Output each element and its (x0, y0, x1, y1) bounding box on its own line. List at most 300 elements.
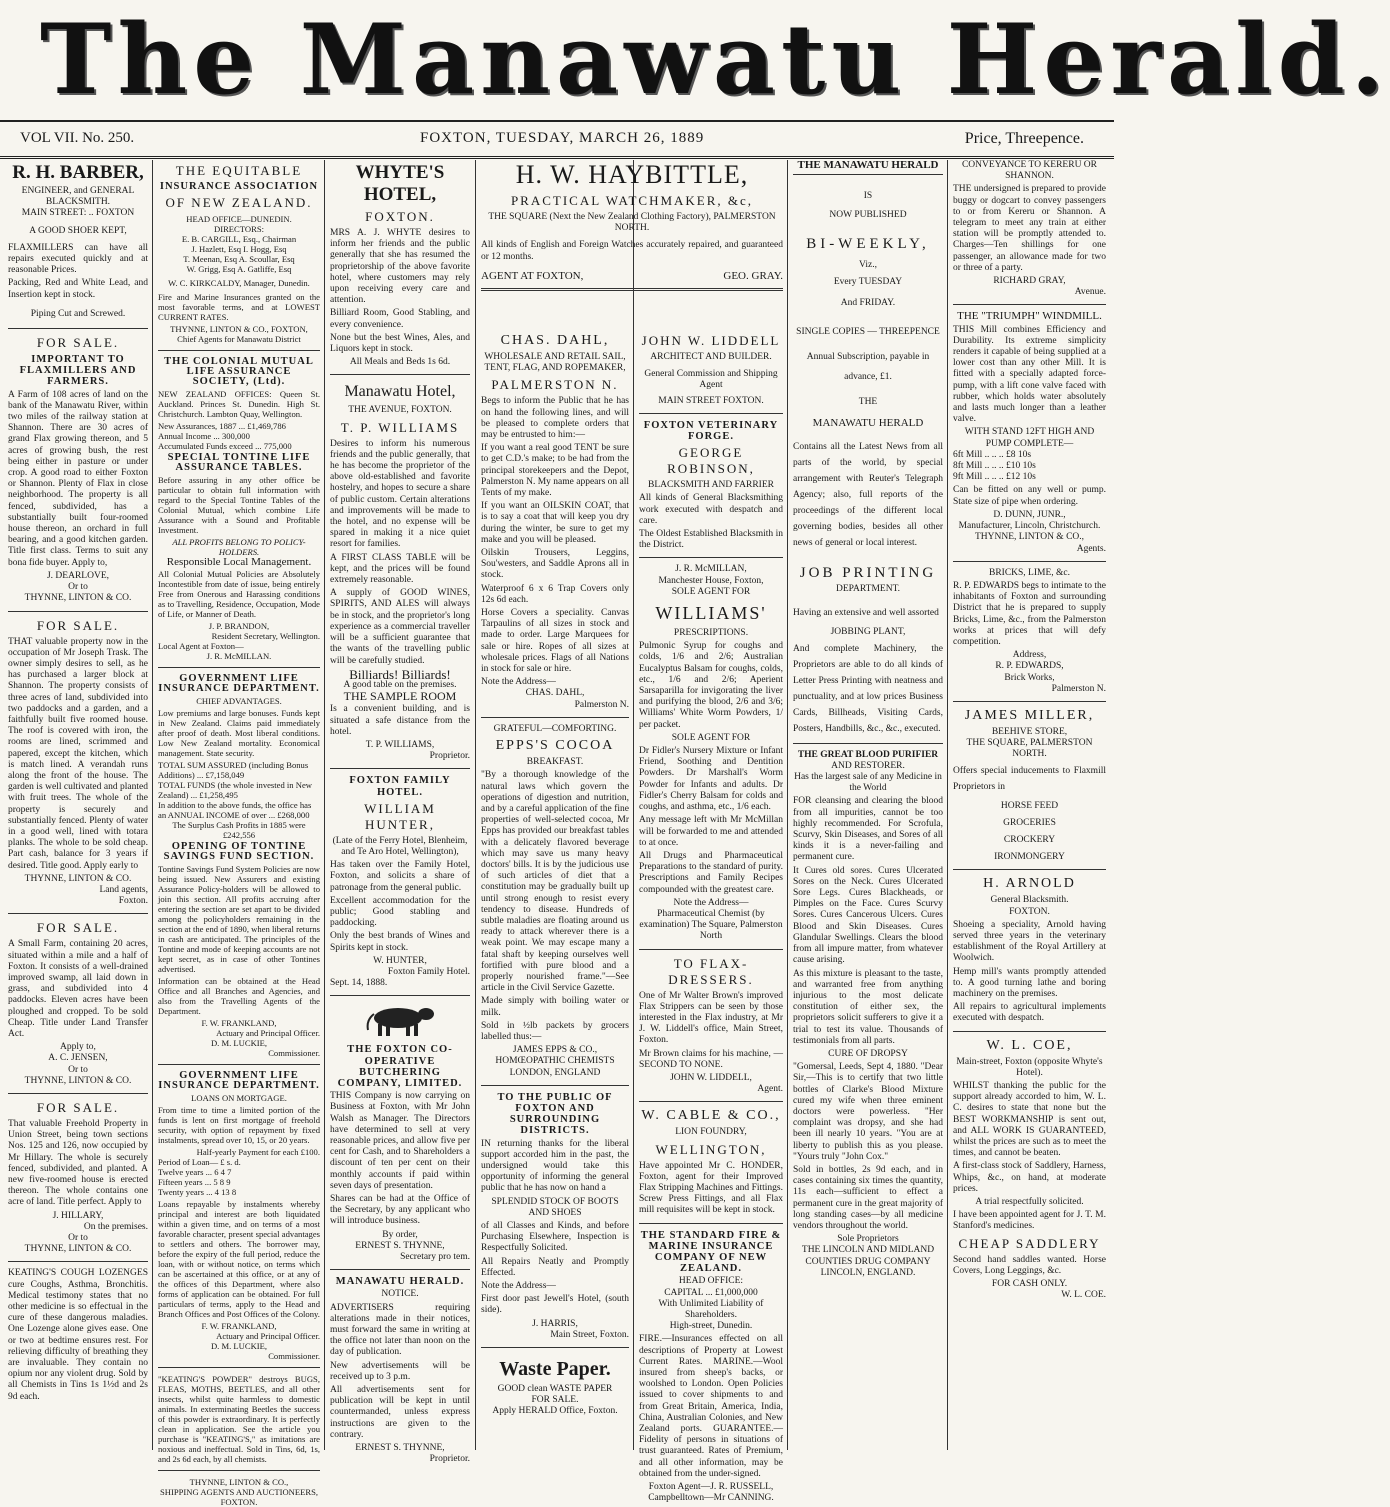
sale3-body: A Small Farm, containing 20 acres, situated within a mile and a half of Foxton. It consists of a well-drained improved swamp, all laid down in grass, and subdivided into 4 paddocks. Eleven acres have been ploughed and cropped. To be sold Cheap. Title under Land Transfer Act. (8, 939, 148, 1039)
bricks-body: R. P. EDWARDS begs to intimate to the inhabitants of Foxton and surrounding District that he is prepared to supply Bricks, Lime, &c., from the Palmerston works at prices that will defy competition. (953, 580, 1106, 647)
job-body: Having an extensive and well assorted (793, 608, 939, 619)
govt1-t2: TOTAL FUNDS (the whole invested in New Zealand) ... £1,258,495 (158, 780, 312, 800)
triumph-r1: 6ft Mill .. .. .. £8 10s (953, 449, 1032, 460)
volume: VOL VII. No. 250. (20, 130, 135, 146)
arnold-name: H. ARNOLD (983, 876, 1076, 892)
equitable-sub2: OF NEW ZEALAND. (165, 195, 313, 210)
miller-i4: IRONMONGERY (994, 852, 1065, 863)
sale3-or: Or to (68, 1064, 88, 1075)
purifier-dropsy: CURE OF DROPSY (828, 1048, 908, 1059)
herald-notice: NOTICE. (381, 1289, 419, 1300)
govt1-chief: CHIEF ADVANTAGES. (196, 696, 282, 706)
miller-i2: GROCERIES (1003, 817, 1056, 828)
sale3-sig: A. C. JENSEN, (48, 1053, 108, 1064)
mcmillan-body2: Dr Fidler's Nursery Mixture or Infant Friend, Soothing and Dentition Powders. Dr Marshall's Worm Powder for Infants and adults. Dr Fidler's Cherry Balsam for colds and coughs, and asthma, etc., 1/6 each. (639, 746, 783, 813)
coe-body3: A trial respectfully solicited. (975, 1197, 1084, 1208)
waste-sale: FOR SALE. (531, 1395, 579, 1406)
purifier-sole: Sole Proprietors (837, 1234, 899, 1245)
flax-body2: Mr Brown claims for his machine, —SECOND TO NONE. (639, 1048, 783, 1070)
issue-date: FOXTON, TUESDAY, MARCH 26, 1889 (420, 130, 705, 146)
column-4 (481, 330, 629, 1450)
whyte-meals: All Meals and Beds 1s 6d. (349, 357, 451, 368)
govt2-sig3: D. M. LUCKIE, (210, 1341, 268, 1351)
epps-b3: Sold in ½lb packets by grocers labelled thus:— (481, 1020, 629, 1042)
triumph-head: THE "TRIUMPH" WINDMILL. (957, 310, 1102, 323)
coe-body2: A first-class stock of Saddlery, Harness, Whips, &c., on hand, at moderate prices. (953, 1161, 1106, 1194)
butcher-sig: ERNEST S. THYNNE, (355, 1240, 445, 1251)
govt2-sig2: Actuary and Principal Officer. (216, 1331, 320, 1341)
job-head: JOB PRINTING (799, 565, 937, 582)
purifier-sold: Sold in bottles, 2s 9d each, and in cases containing six times the quantity, 11s each—sufficient to effect a permanent cure in the great majority of long standing cases—by all medicine vendors throughout the world. (793, 1164, 943, 1231)
colonial-tontine: SPECIAL TONTINE LIFE ASSURANCE TABLES. (167, 452, 311, 473)
haybittle-name: H. W. HAYBITTLE, (515, 160, 749, 189)
manawatu-bill2: A good table on the premises. (343, 679, 457, 690)
cable-place: WELLINGTON, (655, 1141, 767, 1157)
mcmillan-addr2: Pharmaceutical Chemist (by examination) The Square, Palmerston North (639, 908, 783, 942)
colonial-offices: NEW ZEALAND OFFICES: Queen St. Auckland. Princes St. Dunedin. High St. Christchurch. Lambton Quay, Wellington. (158, 389, 320, 419)
govt1-sig3: D. M. LUCKIE, (210, 1038, 268, 1048)
shipping-place: FOXTON. (220, 1497, 258, 1507)
family-late: (Late of the Ferry Hotel, Blenheim, and Te Aro Hotel, Wellington), (332, 835, 468, 857)
sale4-body: That valuable Freehold Property in Union Street, being town sections Nos. 125 and 126, now occupied by Mr Hillary. The whole is securely fenced, subdivided, and planted. A new five-roomed house is erected thereon. The whole contains one acre of land. Title perfect. Apply to (8, 1119, 148, 1208)
flax-sig2: Agent. (757, 1084, 783, 1095)
bricks-sig: R. P. EDWARDS, (995, 661, 1064, 672)
family-sig: W. HUNTER, (373, 955, 427, 966)
mcmillan-body: Pulmonic Syrup for coughs and colds, 1/6 and 2/6; Australian Eucalyptus Balsam for coughs, colds, etc., 1/6 and 2/6; Aperient Sarsaparilla for invigorating the liver and purifying the blood, 2/6 and 3/6; Williams' White Worm Powders, 1/ per packet. (639, 641, 783, 730)
column-6 (793, 160, 943, 1450)
mcmillan-body3: Any message left with Mr McMillan will be forwarded to me and attended to at once. (639, 815, 783, 848)
herald-biweekly: BI-WEEKLY, (806, 235, 930, 252)
govt2-p2: Twelve years ... 6 4 7 (158, 1167, 232, 1177)
haybittle-agent2: GEO. GRAY. (723, 269, 783, 282)
herald-now: NOW PUBLISHED (829, 210, 907, 221)
kereru-head: CONVEYANCE TO KERERU OR SHANNON. (961, 160, 1098, 182)
purifier-body2: As this mixture is pleasant to the taste, and warranted free from anything injurious to the most delicate constitution of either sex, the proprietors solicit sufferers to give it a trial to test its value. Thousands of testimonials from all parts. (793, 968, 943, 1046)
coe-addr: Main-street, Foxton (opposite Whyte's Hotel). (956, 1056, 1103, 1078)
sale4-sig: J. HILLARY, (52, 1210, 104, 1221)
manawatu-body: Desires to inform his numerous friends and the public generally, that he has become the proprietor of the above old-established and favorite hostelry, and hopes to secure a share of public custom. Certain alterations and improvements will be made to the hotel, and no expense will be spared in making it a nice quiet resort for families. (330, 438, 470, 550)
cow-icon (360, 1002, 440, 1038)
arnold-body: Shoeing a speciality, Arnold having served three years in the veterinary establishment of the Royal Artillery at Woolwich. (953, 919, 1106, 964)
purifier-prop: THE LINCOLN AND MIDLAND COUNTIES DRUG COMPANY (801, 1245, 935, 1267)
herald-annual: Annual Subscription, payable in (806, 352, 930, 363)
flax-sig: JOHN W. LIDDELL, (670, 1072, 752, 1083)
purifier-head: THE GREAT BLOOD PURIFIER (797, 749, 939, 760)
whyte-body: MRS A. J. WHYTE desires to inform her friends and the public generally that she has resumed the proprietorship of the above favorite hotel, where customers may rely upon receiving every care and attention. (330, 228, 470, 306)
herald-adv: advance, £1. (844, 371, 892, 382)
colonial-resp: Responsible Local Management. (166, 556, 312, 568)
coe-body4: I have been appointed agent for J. T. M. Stanford's medicines. (953, 1210, 1106, 1232)
coe-sig: W. L. COE. (1061, 1290, 1106, 1301)
butcher-head: THE FOXTON CO-OPERATIVE BUTCHERING COMPANY, LIMITED. (337, 1044, 463, 1089)
colonial-sig2: Resident Secretary, Wellington. (211, 631, 320, 641)
keating-powder-body: "KEATING'S POWDER" destroys BUGS, FLEAS, MOTHS, BEETLES, and all other insects, whilst quite harmless to domestic animals. In exterminating Beetles the success of this powder is extraordinary. It is perfectly clean in application. See the article you purchase is "KEATING'S," as imitations are noxious and ineffectual. Sold in Tins, 6d, 1s, and 2s 6d each, by all chemists. (158, 1374, 320, 1464)
sale4-sig2: On the premises. (83, 1221, 148, 1232)
kereru-body: THE undersigned is prepared to provide buggy or dogcart to convey passengers to or from Kereru or Shannon. A telegram to meet any train at either station will be promptly attended to. Charges—Ten shillings for one passenger, an allowance made for two or three of a party. (953, 184, 1106, 273)
triumph-body2: Can be fitted on any well or pump. State size of pipe when ordering. (953, 485, 1106, 507)
equitable-fire: Fire and Marine Insurances granted on the most favorable terms, and at LOWEST CURRENT RATES. (158, 292, 320, 322)
newspaper-title: The Manawatu Herald. (40, 3, 1390, 116)
govt1-t1: TOTAL SUM ASSURED (including Bonus Additions) ... £7,158,049 (158, 760, 309, 780)
dahl-b5: Waterproof 6 x 6 Trap Covers only 12s 6d each. (481, 583, 629, 605)
haybittle-ad (481, 160, 783, 325)
govt2-p1: Period of Loan— £ s. d. (158, 1157, 241, 1167)
govt2-loans: LOANS ON MORTGAGE. (191, 1093, 287, 1103)
kereru-sig2: Avenue. (1074, 287, 1106, 298)
public-body: IN returning thanks for the liberal support accorded him in the past, the undersigned would take this opportunity of informing the general public that he has now on hand a (481, 1138, 629, 1194)
sale1-agent: THYNNE, LINTON & CO. (24, 593, 132, 604)
family-head: FOXTON FAMILY HOTEL. (349, 775, 451, 798)
column-1 (8, 160, 148, 1450)
herald-viz: Viz., (859, 259, 877, 270)
sale2-sig: THYNNE, LINTON & CO. (24, 873, 132, 884)
equitable-mgr: W. C. KIRKCALDY, Manager, Dunedin. (168, 278, 310, 288)
sale2-body: THAT valuable property now in the occupation of Mr Joseph Trask. The owner simply desires to sell, as he has purchased a larger block at Shannon. The property consists of three acres of land, subdivided into two paddocks and a garden, and a faithfully built five roomed house. The roof is covered with iron, the rooms are lined, scrimmed and papered, except the kitchen, which is match lined. A verandah runs along the front of the house. The garden is well cultivated and planted with fruit trees. The whole of the property is securely and substantially fenced. Plenty of water in a good well, lined with totara planks. The whole to be sold cheap. Part cash, balance for 3 years if desired. Title good. Apply early to (8, 636, 148, 871)
sale1-or: Or to (68, 582, 88, 593)
column-3 (330, 160, 470, 1465)
sale3-apply: Apply to, (60, 1042, 96, 1053)
butcher-body: THIS Company is now carrying on Business at Foxton, with Mr John Walsh as Manager. The Directors have determined to sell at very reasonable prices, and allow five per cent for Cash, and to Shareholders a discount of ten per cent on their monthly accounts if paid within seven days of presentation. (330, 1091, 470, 1191)
triumph-r3: 9ft Mill .. .. .. £12 10s (953, 472, 1036, 483)
liddell-body: General Commission and Shipping Agent (644, 369, 778, 391)
herald-notice-body: ADVERTISERS requiring alterations made in their notices, must forward the same in writing at the office not later than noon on the day of publication. (330, 1302, 470, 1358)
job-plant: JOBBING PLANT, (830, 627, 906, 638)
haybittle-agent: AGENT AT FOXTON, (481, 269, 584, 282)
epps-name: EPPS'S COCOA (495, 738, 615, 754)
dahl-note: Note the Address— (481, 677, 556, 688)
column-rule (947, 160, 948, 1450)
mcmillan-body4: All Drugs and Pharmaceutical Preparations to the standard of purity. Prescriptions and Family Recipes compounded with the greatest care. (639, 850, 783, 895)
mcmillan-sub: PRESCRIPTIONS. (673, 628, 749, 639)
equitable-d2: J. Hazlett, Esq I. Hogg, Esq (191, 244, 287, 254)
haybittle-body: All kinds of English and Foreign Watches accurately repaired, and guaranteed or 12 months. (481, 240, 783, 262)
public-sig2: Main Street, Foxton. (550, 1329, 629, 1340)
triumph-sig3: THYNNE, LINTON & CO., (974, 532, 1085, 543)
sale3-head: FOR SALE. (36, 920, 120, 936)
equitable-d1: E. B. CARGILL, Esq., Chairman (181, 234, 297, 244)
herald-the: THE (858, 396, 878, 407)
manawatu-sample2: Is a convenient building, and is situated a safe distance from the hotel. (330, 704, 470, 737)
column-7 (953, 160, 1106, 1450)
manawatu-street: THE AVENUE, FOXTON. (348, 405, 452, 416)
dahl-b6: Horse Covers a speciality. Canvas Tarpaulins of all sizes in stock and made to order. Large Marquees for sale or hire. Ropes of all sizes at wholesale prices. Flags of all Nations in stock for sale or hire. (481, 608, 629, 675)
forge-name: GEORGE ROBINSON, (667, 445, 755, 477)
arnold-body2: Hemp mill's wants promptly attended to. A good turning lathe and boring machinery on the premises. (953, 966, 1106, 999)
dahl-trade: WHOLESALE AND RETAIL SAIL, TENT, FLAG, AND ROPEMAKER, (484, 352, 626, 374)
epps-sig3: LONDON, ENGLAND (509, 1067, 601, 1078)
manawatu-table: A FIRST CLASS TABLE will be kept, and the prices will be found extremely reasonable. (330, 552, 470, 586)
colonial-local: Local Agent at Foxton— (158, 641, 244, 651)
coe-name: W. L. COE, (986, 1037, 1073, 1053)
miller-name: JAMES MILLER, (964, 707, 1095, 723)
sale3-agent: THYNNE, LINTON & CO. (24, 1075, 132, 1086)
coe-cash: FOR CASH ONLY. (991, 1279, 1068, 1290)
epps-b2: Made simply with boiling water or milk. (481, 996, 629, 1018)
family-sig2: Foxton Family Hotel. (387, 966, 470, 977)
govt2-sig: F. W. FRANKLAND, (201, 1321, 277, 1331)
triumph-r2: 8ft Mill .. .. .. £10 10s (953, 461, 1036, 472)
liddell-name: JOHN W. LIDDELL (641, 333, 781, 348)
sale4-head: FOR SALE. (36, 1100, 120, 1116)
govt2-p3: Fifteen years ... 5 8 9 (158, 1177, 231, 1187)
colonial-profits: ALL PROFITS BELONG TO POLICY-HOLDERS. (172, 537, 306, 557)
equitable-d4: W. Grigg, Esq A. Gatliffe, Esq (186, 264, 292, 274)
miller-body: Offers special inducements to Flaxmill Proprietors in (953, 765, 1106, 792)
butcher-shares: Shares can be had at the Office of the Secretary, by any applicant who will introduce business. (330, 1194, 470, 1227)
dahl-body: Begs to inform the Public that he has on hand the following lines, and will be pleased to complete orders that may be entrusted to him:— (481, 396, 629, 441)
herald-single: SINGLE COPIES — THREEPENCE (796, 327, 940, 338)
arnold-body3: All repairs to agricultural implements executed with despatch. (953, 1002, 1106, 1024)
herald-every: Every TUESDAY (833, 276, 903, 287)
flax-body: One of Mr Walter Brown's improved Flax Strippers can be seen by those interested in the Flax industry, at Mr J. W. Liddell's office, Main Street, Foxton. (639, 990, 783, 1046)
mcmillan-name: J. R. McMILLAN, (675, 564, 747, 575)
govt2-body2: Loans repayable by instalments whereby principal and interest are both liquidated within a given time, and on terms of a most favorable character, present special advantages to settlers and others. The borrower may, before the expiry of the full period, reduce the loan, with or without notice, on terms which can be ascertained at this office, or at any of the offices of this Department, where also forms of application can be obtained. For full particulars of terms, apply to the Head and Branch Offices and Post Offices of the Colony. (158, 1199, 320, 1319)
triumph-stand: WITH STAND 12FT HIGH AND PUMP COMPLETE— (964, 427, 1095, 449)
miller-store: BEEHIVE STORE, (991, 726, 1068, 737)
standard-capital: CAPITAL ... £1,000,000 (664, 1287, 758, 1298)
manawatu-sample: THE SAMPLE ROOM (343, 689, 457, 704)
govt2-head: GOVERNMENT LIFE INSURANCE DEPARTMENT. (158, 1070, 320, 1091)
epps-sig2: HOMŒOPATHIC CHEMISTS (495, 1056, 615, 1067)
column-rule (633, 160, 634, 1450)
mcmillan-addr: Manchester House, Foxton, (658, 575, 764, 586)
colonial-body: Before assuring in any other office be particular to obtain full information with regard to the Special Tontine Tables of the Colonial Mutual, which combine Life Assurance with a Sound and Profitable Investment. (158, 475, 320, 535)
govt2-half: Half-yearly Payment for each £100. (196, 1147, 320, 1157)
govt2-body: From time to time a limited portion of the funds is lent on first mortgage of freehold security, with option of repayment by fixed instalments, spread over 10, 15, or 20 years. (158, 1105, 320, 1145)
bricks-sig3: Palmerston N. (1051, 683, 1106, 694)
forge-body: All kinds of General Blacksmithing work executed with despatch and care. (639, 493, 783, 526)
public-stock: SPLENDID STOCK OF BOOTS AND SHOES (491, 1196, 619, 1218)
barber-street: MAIN STREET: .. FOXTON (21, 208, 135, 219)
miller-i1: HORSE FEED (1000, 800, 1059, 811)
public-body2: of all Classes and Kinds, and before Purchasing Elsewhere, Inspection is Respectfully Solicited. (481, 1221, 629, 1254)
forge-body2: The Oldest Established Blacksmith in the District. (639, 529, 783, 551)
mcmillan-brand: WILLIAMS' (655, 603, 767, 624)
herald-is: IS (863, 191, 873, 202)
waste-apply: Apply HERALD Office, Foxton. (492, 1406, 618, 1417)
column-5 (639, 330, 783, 1504)
barber-pipe: Piping Cut and Screwed. (30, 308, 126, 319)
shipping-body: SHIPPING AGENTS AND AUCTIONEERS, (159, 1487, 319, 1497)
govt1-sig4: Commissioner. (268, 1048, 320, 1058)
herald-notice-body2: New advertisements will be received up to 3 p.m. (330, 1360, 470, 1382)
sale1-body: A Farm of 108 acres of land on the bank of the Manawatu River, within two miles of the railway station at Shannon. There are 30 acres of grand Flax growing thereon, and 5 acres of growing bush, the rest being either in pasture or under crop. A good road to either Foxton or Shannon. Plenty of Flax in close neighborhood. The property is all fenced, subdivided, has a substantially built four-roomed house thereon, an orchard in full bearing, and a good kitchen garden. Title first class. Terms to suit any bona fide buyer. Apply to, (8, 389, 148, 568)
sale4-or: Or to (68, 1233, 88, 1244)
sale1-sub: IMPORTANT TO FLAXMILLERS AND FARMERS. (19, 354, 137, 388)
govt1-opening: OPENING OF TONTINE SAVINGS FUND SECTION. (163, 841, 315, 862)
equitable-d3: T. Meenan, Esq A. Scoullar, Esq (183, 254, 295, 264)
colonial-sig: J. P. BRANDON, (208, 621, 270, 631)
triumph-sig4: Agents. (1076, 543, 1106, 554)
kereru-sig: RICHARD GRAY, (993, 276, 1066, 287)
govt1-t3: In addition to the above funds, the office has an ANNUAL INCOME of over ... £268,000 (158, 800, 312, 820)
bricks-head: BRICKS, LIME, &c. (988, 567, 1070, 578)
govt1-surplus: The Surplus Cash Profits in 1885 were £242,556 (172, 820, 306, 840)
herald-and: And FRIDAY. (840, 298, 896, 309)
colonial-a3: Accumulated Funds exceed ... 775,000 (158, 441, 292, 451)
dahl-place: PALMERSTON N. (491, 377, 619, 393)
colonial-body2: All Colonial Mutual Policies are Absolutely Incontestible from date of issue, being entirely Free from Onerous and Harassing conditions as to Travelling, Residence, Occupation, Mode of Life, or Manner of Death. (158, 569, 320, 619)
liddell-street: MAIN STREET FOXTON. (658, 395, 764, 406)
standard-body: FIRE.—Insurances effected on all descriptions of Property at Lowest Current Rates. MARINE.—Wool insured from sheep's backs, or woolshed to London. Open Policies issued to cover shipments to and from Great Britain, America, India, China, Australian Colonies, and New Zealand ports. GUARANTEE.—Fidelity of persons in situations of trust guaranteed. Rates of Premium, and all other information, may be obtained from the under-signed. (639, 1334, 783, 1479)
dahl-sig: CHAS. DAHL, (525, 688, 585, 699)
barber-body2: Packing, Red and White Lead, and Insertion kept in stock. (8, 278, 148, 300)
equitable-office: HEAD OFFICE—DUNEDIN. (186, 214, 292, 224)
mcmillan-sole: SOLE AGENT FOR (671, 586, 751, 597)
standard-office2: High-street, Dunedin. (669, 1321, 753, 1332)
triumph-sig2: Manufacturer, Lincoln, Christchurch. (958, 521, 1101, 532)
mcmillan-sole2: SOLE AGENT FOR (671, 732, 751, 743)
family-body3: Only the best brands of Wines and Spirits kept in stock. (330, 931, 470, 953)
standard-agent: Foxton Agent—J. R. RUSSELL, (648, 1482, 774, 1493)
family-date: Sept. 14, 1888. (330, 978, 388, 989)
manawatu-supply: A supply of GOOD WINES, SPIRITS, AND ALES will always be in stock, and the proprietor's long experience as a commercial traveller will be a sufficient guarantee that the wants of the travelling public will be carefully studied. (330, 588, 470, 666)
purifier-list: It Cures old sores. Cures Ulcerated Sores on the Neck. Cures Ulcerated Sore Legs. Cures Blackheads, or Pimples on the Face. Cures Scurvy Sores. Cures Cancerous Ulcers. Cures Blood and Skin Diseases. Cures Glandular Swellings. Clears the blood from all impure matter, from whatever cause arising. (793, 865, 943, 966)
coe-body: WHILST thanking the public for the support already accorded to him, W. L. C. desires to state that none but the BEST WORKMANSHIP is sent out, and ALL WORK IS GUARANTEED, whilst the prices are such as to meet the times, and cannot be beaten. (953, 1081, 1106, 1159)
colonial-a2: Annual Income ... 300,000 (158, 431, 250, 441)
manawatu-sig: T. P. WILLIAMS, (365, 739, 435, 750)
dahl-b2: If you want a real good TENT be sure to get C.D.'s make; to be had from the principal storekeepers and the Depot, Palmerston N. My name appears on all Tents of my make. (481, 443, 630, 499)
herald-notice-sig: ERNEST S. THYNNE, (355, 1443, 445, 1454)
sale2-head: FOR SALE. (36, 617, 120, 633)
standard-agent2: Campbelltown—Mr CANNING. (648, 1493, 774, 1504)
epps-head: GRATEFUL—COMFORTING. (493, 723, 617, 734)
purifier-letter: "Gomersal, Leeds, Sept 4, 1880. "Dear Sir,—This is to certify that two little bottles of Clarke's Blood Mixture cured my wife when three eminent doctors were powerless. "Her complaint was dropsy, and she had been ill nearly 10 years. "You are at liberty to publish this as you please. "Yours truly "John Cox." (793, 1062, 943, 1162)
haybittle-addr: THE SQUARE (Next the New Zealand Clothing Factory), PALMERSTON NORTH. (488, 212, 776, 234)
herald-name2: MANAWATU HERALD (812, 417, 924, 430)
purifier-place: LINCOLN, ENGLAND. (820, 1267, 916, 1278)
cable-name: W. CABLE & CO., (641, 1108, 781, 1124)
sale4-agent: THYNNE, LINTON & CO. (24, 1244, 132, 1255)
public-head: TO THE PUBLIC OF FOXTON AND SURROUNDING DISTRICTS. (497, 1091, 613, 1137)
govt1-body2: Tontine Savings Fund System Policies are now being issued. New Assurers and existing Assurance Policy-holders will be allowed to join this section. All profits accruing after entering the section are set apart to be divided among the policyholders remaining in the section at the end of 1890, when liberal returns in cash are anticipated. The principles of the Tontine and mode of keeping accounts are not kept secret, as in case of other Tontines advertised. (158, 864, 320, 974)
colonial-a1: New Assurances, 1887 ... £1,469,786 (158, 421, 286, 431)
arnold-trade: General Blacksmith. (990, 895, 1069, 906)
flax-head: TO FLAX-DRESSERS. (668, 955, 754, 987)
whyte-place: FOXTON. (365, 209, 435, 224)
manawatu-head: Manawatu Hotel, (344, 383, 456, 401)
sale1-head: FOR SALE. (36, 335, 120, 351)
triumph-body: THIS Mill combines Efficiency and Durability. Its extreme simplicity renders it capable of being supplied at a lower cost than any other Mill. It is fitted with a specially adapted force-pump, with a lift cone valve faced with rubber, which holds water absolutely and lasts much longer than a leather valve. (953, 324, 1106, 425)
manawatu-name: T. P. WILLIAMS (340, 419, 460, 435)
equitable-agent2: Chief Agents for Manawatu District (177, 334, 301, 344)
coe-cheap: CHEAP SADDLERY (958, 1235, 1101, 1251)
barber-name: R. H. BARBER, (12, 162, 144, 183)
liddell-trade: ARCHITECT AND BUILDER. (650, 352, 772, 362)
miller-addr: THE SQUARE, PALMERSTON NORTH. (966, 738, 1093, 760)
triumph-sig: D. DUNN, JUNR., (993, 509, 1066, 520)
waste-head: Waste Paper. (499, 1358, 611, 1381)
shipping-head: THYNNE, LINTON & CO., (189, 1477, 289, 1487)
cable-sub: LION FOUNDRY, (675, 1127, 747, 1138)
govt1-sig: F. W. FRANKLAND, (201, 1018, 277, 1028)
forge-trade: BLACKSMITH AND FARRIER (648, 480, 774, 491)
cable-body: Have appointed Mr C. HONDER, Foxton, agent for their Improved Flax Stripping Machines and Fittings. Screw Press Fittings, and all Flax mill requisites will be kept in stock. (639, 1160, 783, 1216)
column-rule (324, 160, 325, 1450)
dahl-name: CHAS. DAHL, (500, 333, 610, 348)
herald-body: Contains all the Latest News from all parts of the world, by special arrangement with Reuter's Telegraph Agency; also, full reports of the proceedings of the different local governing bodies, besides all other news of general or local interest. (793, 442, 943, 549)
equitable-agent: THYNNE, LINTON & CO., FOXTON, (170, 324, 308, 334)
miller-i3: CROCKERY (1003, 834, 1056, 845)
epps-body: "By a thorough knowledge of the natural laws which govern the operations of digestion and nutrition, and by a careful application of the fine properties of well-selected cocoa, Mr Epps has provided our breakfast tables with a delicately flavored beverage which may save us many heavy doctors' bills. It is by the judicious use of such articles of diet that a constitution may be gradually built up until strong enough to resist every tendency to disease. Hundreds of subtle maladies are floating around us ready to attack wherever there is a weak point. We may escape many a fatal shaft by keeping ourselves well fortified with pure blood and a properly nourished frame."—See article in the Civil Service Gazette. (481, 770, 629, 994)
whyte-wines: None but the best Wines, Ales, and Liquors kept in stock. (330, 332, 470, 355)
coe-body5: Second hand saddles wanted. Horse Covers, Long Leggings, &c. (953, 1254, 1106, 1276)
price: Price, Threepence. (964, 130, 1084, 147)
dahl-sig2: Palmerston N. (574, 699, 629, 710)
bricks-addr: Address, (1012, 650, 1047, 661)
sale1-sig: J. DEARLOVE, (46, 570, 109, 581)
whyte-head: WHYTE'S HOTEL, (355, 162, 445, 205)
colonial-local2: J. R. McMILLAN. (206, 651, 272, 661)
barber-shoer: A GOOD SHOER KEPT, (29, 225, 127, 236)
job-body2: And complete Machinery, the Proprietors are able to do all kinds of Letter Press Printing with neatness and punctuality, and at low prices Business Cards, Billheads, Visiting Cards, Posters, Handbills, &c., &c., executed. (793, 643, 943, 734)
whyte-billiard: Billiard Room, Good Stabling, and every convenience. (330, 308, 470, 330)
standard-liab: With Unlimited Liability of Shareholders. (658, 1298, 764, 1320)
arnold-place: FOXTON. (1009, 906, 1050, 917)
govt1-info: Information can be obtained at the Head Office and all Branches and Agencies, and also from the Travelling Agents of the Department. (158, 976, 320, 1016)
purifier-sales: Has the largest sale of any Medicine in the World (794, 772, 942, 794)
public-body3: All Repairs Neatly and Promptly Effected. (481, 1256, 629, 1278)
family-body2: Excellent accommodation for the public; Good stabling and paddocking. (330, 895, 470, 929)
equitable-directors: DIRECTORS: (214, 224, 264, 234)
job-dept: DEPARTMENT. (835, 584, 901, 595)
govt1-body: Low premiums and large bonuses. Funds kept in New Zealand. Claims paid immediately after proof of death. Most liberal conditions. Low New Zealand mortality. Economical management. State security. (158, 708, 320, 758)
manawatu-bill: Billiards! Billiards! (349, 666, 451, 682)
govt1-head: GOVERNMENT LIFE INSURANCE DEPARTMENT. (158, 673, 320, 694)
mcmillan-note: Note the Address— (673, 897, 749, 908)
bricks-sig2: Brick Works, (1004, 672, 1055, 683)
equitable-head: THE EQUITABLE (175, 163, 303, 178)
herald-head: THE MANAWATU HERALD (793, 160, 943, 175)
public-addr: First door past Jewell's Hotel, (south side). (481, 1294, 629, 1316)
column-rule (787, 160, 788, 1450)
herald-notice-head: MANAWATU HERALD. (335, 1276, 465, 1288)
forge-head: FOXTON VETERINARY FORGE. (643, 419, 779, 443)
standard-head: THE STANDARD FIRE & MARINE INSURANCE COMPANY OF NEW ZEALAND. (640, 1229, 782, 1275)
waste-body: GOOD clean WASTE PAPER (497, 1384, 613, 1395)
column-2 (158, 160, 320, 1507)
dahl-b3: If you want an OILSKIN COAT, that is to say a coat that will keep you dry during the winter, be sure to get my make and you will be pleased. (481, 501, 629, 545)
masthead (0, 0, 1390, 118)
herald-notice-body3: All advertisements sent for publication will be kept in until countermanded, unless express instructions are given to the contrary. (330, 1385, 470, 1440)
govt1-sig2: Actuary and Principal Officer. (216, 1028, 320, 1038)
equitable-sub: INSURANCE ASSOCIATION (159, 181, 319, 192)
purifier-body: FOR cleansing and clearing the blood from all impurities, cannot be too highly recommended. For Scrofula, Scurvy, Skin Diseases, and Sores of all kinds it is a never-failing and permanent cure. (793, 796, 943, 863)
butcher-sig2: Secretary pro tem. (400, 1252, 470, 1263)
public-sig: J. HARRIS, (532, 1318, 578, 1329)
public-note: Note the Address— (481, 1281, 556, 1292)
epps-sig: JAMES EPPS & CO., (512, 1045, 598, 1056)
barber-body: FLAXMILLERS can have all repairs executed quickly and at reasonable Prices. (8, 242, 148, 276)
dateline (0, 120, 1114, 159)
family-name: WILLIAM HUNTER, (364, 800, 436, 832)
sale2-sig3: Foxton. (118, 896, 148, 907)
sale2-sig2: Land agents, (99, 884, 148, 895)
govt2-p4: Twenty years ... 4 13 8 (158, 1187, 237, 1197)
manawatu-sig2: Proprietor. (429, 751, 470, 762)
barber-trade: ENGINEER, and GENERAL BLACKSMITH. (21, 186, 135, 208)
butcher-order: By order, (382, 1229, 418, 1240)
column-rule (152, 160, 153, 1450)
family-body: Has taken over the Family Hotel, Foxton, and solicits a share of patronage from the general public. (330, 860, 470, 893)
govt2-sig4: Commissioner. (268, 1351, 320, 1361)
keating-body: KEATING'S COUGH LOZENGES cure Coughs, Asthma, Bronchitis. Medical testimony states that no other medicine is so effectual in the cure of these dangerous maladies. One Lozenge alone gives ease. One or two at bedtime ensures rest. For relieving difficulty of breathing they are invaluable. They contain no opium nor any violent drug. Sold by all Chemists in Tins 1s 1½d and 2s 9d each. (8, 1268, 148, 1402)
herald-notice-sig2: Proprietor. (429, 1454, 470, 1465)
haybittle-trade: PRACTICAL WATCHMAKER, &c, (510, 193, 754, 208)
column-rule (475, 160, 476, 1450)
dahl-b4: Oilskin Trousers, Leggins, Sou'westers, and Saddle Aprons all in stock. (481, 548, 629, 581)
epps-meal: BREAKFAST. (526, 757, 584, 768)
